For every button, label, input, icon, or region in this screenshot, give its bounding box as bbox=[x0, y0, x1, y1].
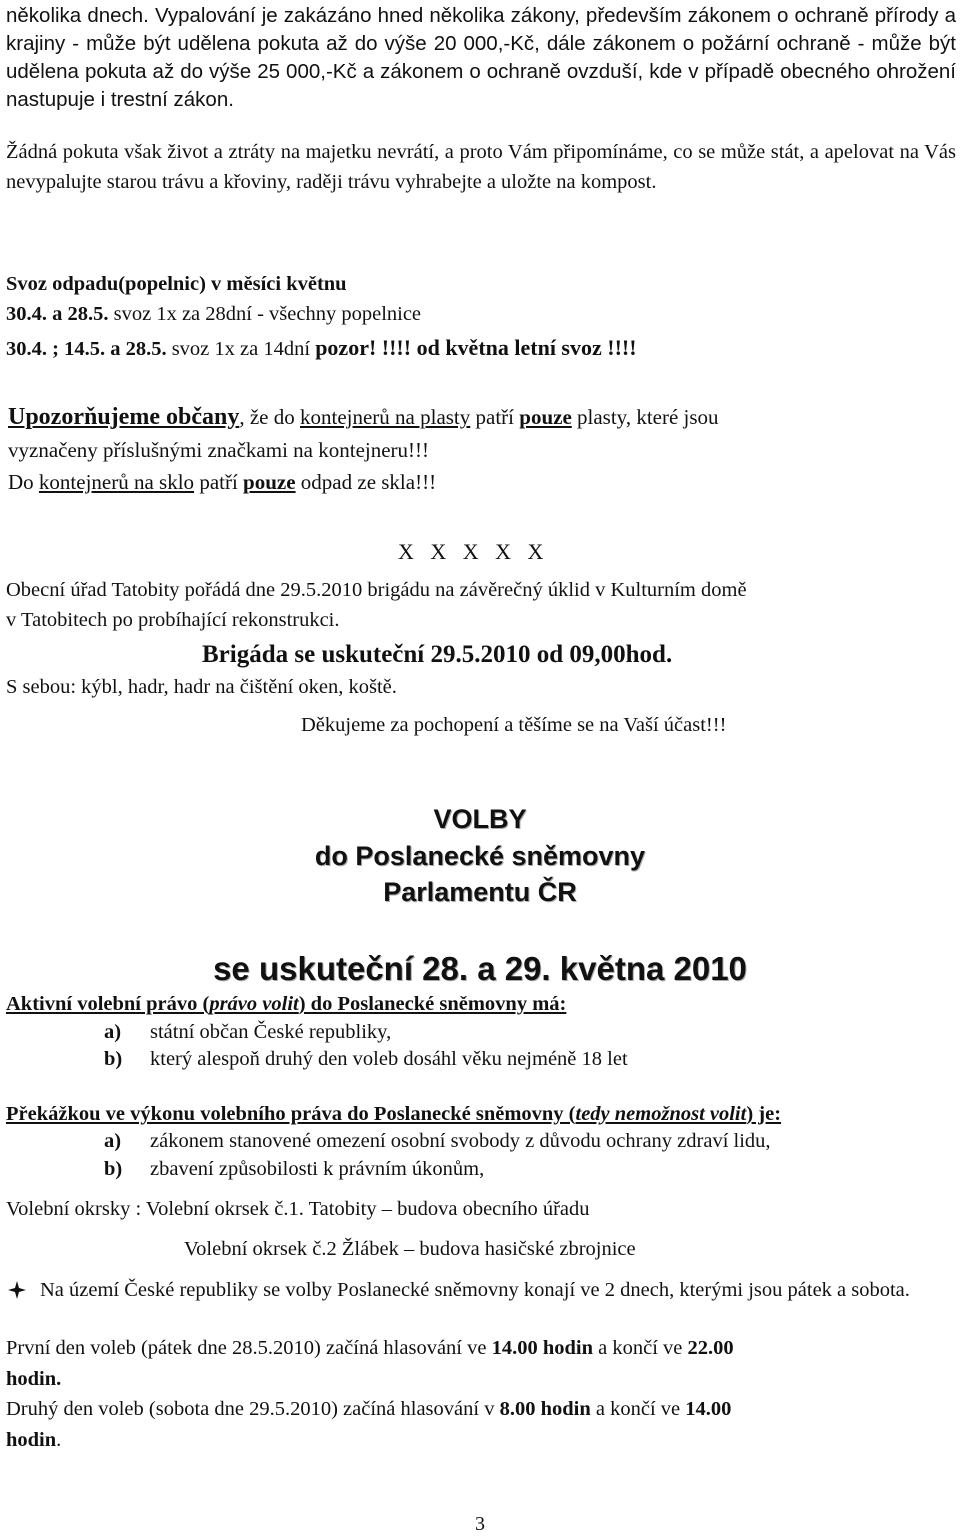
list-key: b) bbox=[104, 1048, 123, 1070]
brigade-thanks: Děkujeme za pochopení a těšíme se na Vaší účast!!! bbox=[301, 714, 727, 736]
day2-hours bbox=[6, 1429, 61, 1452]
elections-title-3: Parlamentu ČR bbox=[383, 877, 577, 907]
notice-text: odpad ze skla!!! bbox=[295, 470, 437, 494]
page-number: 3 bbox=[475, 1513, 485, 1535]
notice-text: plasty, které jsou bbox=[571, 405, 719, 429]
heading-text: Překážkou ve výkonu volebního práva do Poslanecké sněmovny ( bbox=[6, 1103, 576, 1125]
districts-line-1 bbox=[6, 1198, 590, 1221]
day1-text: První den voleb (pátek dne 28.5.2010) začíná hlasování ve bbox=[6, 1337, 492, 1359]
districts-label: Volební okrsky : bbox=[6, 1198, 146, 1220]
list-text: státní občan České republiky, bbox=[150, 1021, 392, 1043]
day1-end: 22.00 bbox=[687, 1337, 734, 1359]
waste-line-1-dates: 30.4. a 28.5. bbox=[6, 303, 109, 325]
waste-line-1 bbox=[6, 303, 421, 326]
notice-line-3 bbox=[8, 470, 436, 495]
appeal-paragraph: Žádná pokuta však život a ztráty na majetku nevrátí, a proto Vám připomínáme, co se může stát, a apelovat na Vás nevypalujte starou trávu a křoviny, raději trávu vyhrabejte a uložte na kompost. bbox=[6, 141, 956, 193]
list-text: zákonem stanovené omezení osobní svobody z důvodu ochrany zdraví lidu, bbox=[150, 1130, 771, 1152]
waste-summer-note: !!!! od května letní svoz !!!! bbox=[381, 335, 637, 360]
list-key: a) bbox=[104, 1021, 122, 1043]
waste-line-2-text: svoz 1x za 14dní bbox=[166, 338, 316, 360]
obstacle-item-a bbox=[0, 1130, 960, 1160]
day2-period: . bbox=[56, 1429, 62, 1451]
list-text: který alespoň druhý den voleb dosáhl věku nejméně 18 let bbox=[150, 1048, 628, 1070]
notice-text: Do bbox=[8, 470, 39, 494]
waste-pozor: pozor! bbox=[315, 335, 382, 360]
active-item-a bbox=[0, 1021, 960, 1051]
heading-italic: tedy nemožnost volit bbox=[575, 1103, 747, 1125]
heading-text: Aktivní volební právo ( bbox=[6, 993, 210, 1015]
brigade-line-1: Obecní úřad Tatobity pořádá dne 29.5.2010 brigádu na závěrečný úklid v Kulturním domě bbox=[6, 579, 747, 601]
notice-line-1 bbox=[8, 404, 719, 431]
brigade-line-2: v Tatobitech po probíhající rekonstrukci. bbox=[6, 609, 340, 631]
list-text: zbavení způsobilosti k právním úkonům, bbox=[150, 1158, 485, 1180]
day1-start: 14.00 hodin bbox=[491, 1337, 593, 1359]
obstacle-heading bbox=[6, 1103, 781, 1126]
waste-heading: Svoz odpadu(popelnic) v měsíci květnu bbox=[6, 273, 347, 295]
day2-text: Druhý den voleb (sobota dne 29.5.2010) začíná hlasování v bbox=[6, 1398, 500, 1420]
brigade-bring: S sebou: kýbl, hadr, hadr na čištění oken, koště. bbox=[6, 676, 397, 698]
elections-date-headline: se uskuteční 28. a 29. května 2010 bbox=[213, 950, 747, 987]
heading-italic: právo volit bbox=[209, 993, 299, 1015]
active-right-heading bbox=[6, 993, 566, 1016]
day2-line bbox=[6, 1398, 731, 1421]
diamond-bullet-icon bbox=[8, 1281, 26, 1299]
elections-title-1: VOLBY bbox=[433, 804, 527, 834]
elections-title-2: do Poslanecké sněmovny bbox=[314, 841, 646, 871]
active-item-b bbox=[0, 1048, 960, 1078]
obstacle-item-b bbox=[0, 1158, 960, 1188]
heading-text: ) do Poslanecké sněmovny má: bbox=[298, 993, 567, 1015]
waste-line-1-text: svoz 1x za 28dní - všechny popelnice bbox=[108, 303, 422, 325]
section-separator: X X X X X bbox=[398, 539, 544, 564]
district-1: Volební okrsek č.1. Tatobity – budova obecního úřadu bbox=[145, 1198, 590, 1220]
waste-line-2 bbox=[6, 335, 637, 361]
day1-hours: hodin. bbox=[6, 1368, 62, 1390]
notice-text: patří bbox=[470, 405, 520, 429]
two-days-note: Na území České republiky se volby Poslanecké sněmovny konají ve 2 dnech, kterými jsou pátek a sobota. bbox=[40, 1279, 910, 1301]
day2-end: 14.00 bbox=[685, 1398, 732, 1420]
heading-text: ) je: bbox=[746, 1103, 782, 1125]
notice-plastics: kontejnerů na plasty bbox=[299, 405, 471, 429]
notice-glass: kontejnerů na sklo bbox=[38, 470, 195, 494]
notice-text: patří bbox=[194, 470, 244, 494]
notice-line-2: vyznačeny příslušnými značkami na kontejneru!!! bbox=[8, 438, 430, 462]
list-key: b) bbox=[104, 1158, 123, 1180]
day1-text: a končí ve bbox=[593, 1337, 688, 1359]
notice-only: pouze bbox=[243, 470, 296, 494]
day2-start: 8.00 hodin bbox=[499, 1398, 591, 1420]
list-key: a) bbox=[104, 1130, 122, 1152]
notice-headword: Upozorňujeme občany bbox=[8, 404, 240, 430]
waste-line-2-dates: 30.4. ; 14.5. a 28.5. bbox=[6, 338, 167, 360]
brigade-headline: Brigáda se uskuteční 29.5.2010 od 09,00hod. bbox=[202, 641, 673, 668]
day1-line bbox=[6, 1337, 734, 1360]
notice-text: , že do bbox=[239, 405, 300, 429]
day2-hours-word: hodin bbox=[6, 1429, 57, 1451]
day2-text: a končí ve bbox=[590, 1398, 686, 1420]
intro-paragraph: několika dnech. Vypalování je zakázáno hned několika zákony, především zákonem o ochraně přírody a krajiny - může být udělena pokuta až do výše 20 000,-Kč, dále zákonem o požární ochraně - může být udělena pokuta až do výše 25 000,-Kč a zákonem o ochraně ovzduší, kde v případě obecného ohrožení nastupuje i trestní zákon. bbox=[6, 4, 956, 111]
district-2: Volební okrsek č.2 Žlábek – budova hasičské zbrojnice bbox=[184, 1238, 636, 1260]
notice-only: pouze bbox=[519, 405, 572, 429]
